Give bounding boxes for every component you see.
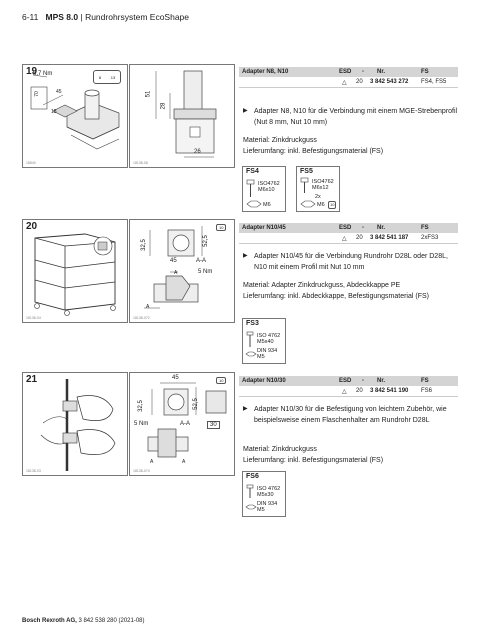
- kit-screw-standard: ISO4762: [312, 179, 334, 185]
- dimension-label: 70: [33, 91, 40, 97]
- item-19-figure-assembly: [22, 64, 128, 168]
- dimension-label: 45: [56, 89, 62, 95]
- header-separator: |: [80, 12, 83, 22]
- item-19-figure-dimensions: [129, 64, 235, 168]
- key-size-2: 13: [110, 74, 116, 80]
- figure-code: 18138-072: [133, 316, 150, 320]
- section-marker: A: [174, 270, 178, 276]
- item-index: 21: [26, 374, 38, 385]
- kit-screw-standard: ISO 4762: [257, 333, 281, 339]
- material-text: Material: Zinkdruckguss: [243, 446, 317, 453]
- delivery-scope-text: Lieferumfang: inkl. Abdeckkappe, Befestigungsmaterial (FS): [243, 293, 429, 300]
- product-description: ▶ Adapter N10/30 für die Befestigung von leichtem Zubehör, wie beispielsweise einem Flaschenhalter am Rundrohr D28L: [243, 406, 447, 424]
- item-20-figure-assembly: [22, 219, 128, 323]
- fastener-kit-fs4: [242, 166, 286, 212]
- nr-label: Nr.: [377, 225, 386, 231]
- warning-icon: △: [342, 80, 347, 86]
- product-order-row: [239, 234, 458, 244]
- kit-key-size: 10: [330, 202, 335, 207]
- bottle-holder-drawing: [23, 373, 127, 475]
- fastener-kit-fs6: [242, 471, 286, 517]
- company-name: Bosch Rexroth AG,: [22, 618, 77, 624]
- esd-label: ESD: [339, 378, 352, 384]
- dimension-label: 52,5: [192, 398, 199, 410]
- nr-label: Nr.: [377, 378, 386, 384]
- warning-icon: △: [342, 236, 347, 242]
- section-marker: A: [146, 304, 150, 310]
- product-name: MPS 8.0: [45, 12, 79, 22]
- package-icon: ▫: [362, 378, 365, 384]
- fs-label: FS: [421, 225, 429, 231]
- wrench-key-badge: [93, 70, 121, 84]
- product-title: Adapter N10/30: [242, 378, 286, 384]
- figure-code: 18138-074: [133, 469, 150, 473]
- kit-screw-size: M6x10: [258, 187, 275, 193]
- kit-screw-standard: ISO4762: [258, 181, 280, 187]
- product-header-bar: [239, 67, 458, 77]
- shelf-cart-drawing: [23, 220, 127, 322]
- product-description: ▶ Adapter N8, N10 für die Verbindung mit einem MGE-Strebenprofil (Nut 8 mm, Nut 10 mm): [243, 108, 458, 126]
- figure-code: 18138-04: [26, 316, 41, 320]
- fastener-kit-fs5: [296, 166, 340, 212]
- wrench-key-badge: 10: [216, 377, 226, 384]
- dimension-label: 30: [207, 421, 220, 429]
- material-text: Material: Adapter Zinkdruckguss, Abdeckkappe PE: [243, 282, 401, 289]
- torque-label: 8,7 Nm: [33, 71, 53, 77]
- kit-nut-size: M5: [257, 507, 265, 513]
- item-21-figure-dimensions: [129, 372, 235, 476]
- order-number: 3 842 541 190: [370, 388, 409, 394]
- fs-label: FS: [421, 378, 429, 384]
- kit-nut-size: M6: [263, 202, 271, 208]
- section-marker: A: [150, 459, 154, 465]
- item-index: 19: [26, 66, 38, 77]
- item-index: 20: [26, 221, 38, 232]
- figure-code: 18138-03: [26, 469, 41, 473]
- adapter-n8-dimension-drawing: [130, 65, 234, 167]
- dimension-label: 32,5: [140, 239, 147, 251]
- fs-reference: FS4, FS5: [421, 79, 447, 85]
- product-order-row: [239, 387, 458, 397]
- torque-label: 5 Nm: [198, 269, 213, 275]
- figure-code: 18138-08: [133, 161, 148, 165]
- kit-label: FS3: [246, 320, 259, 327]
- section-marker: A: [182, 459, 186, 465]
- page-number: 6-11: [22, 12, 39, 22]
- bullet-arrow-icon: ▶: [243, 108, 248, 114]
- document-number: 3 842 538 280 (2021-08): [78, 618, 145, 624]
- product-title: Adapter N8, N10: [242, 69, 289, 75]
- product-description: ▶ Adapter N10/45 für die Verbindung Rundrohr D28L oder D28L, N10 mit einem Profil mit Nut 10 mm: [243, 253, 448, 271]
- order-quantity: 20: [356, 235, 363, 241]
- warning-icon: △: [342, 389, 347, 395]
- esd-label: ESD: [339, 225, 352, 231]
- material-text: Material: Zinkdruckguss: [243, 137, 317, 144]
- bullet-arrow-icon: ▶: [243, 253, 248, 259]
- item-20-figure-dimensions: [129, 219, 235, 323]
- product-title: Adapter N10/45: [242, 225, 286, 231]
- delivery-scope-text: Lieferumfang: inkl. Befestigungsmaterial (FS): [243, 148, 384, 155]
- dimension-label: 26: [194, 149, 201, 155]
- kit-screw-size: M6x12: [312, 185, 329, 191]
- delivery-scope-text: Lieferumfang: inkl. Befestigungsmaterial (FS): [243, 457, 384, 464]
- kit-nut-standard: DIN 934: [257, 348, 278, 354]
- kit-nut-size: M6: [317, 202, 325, 208]
- order-quantity: 20: [356, 79, 363, 85]
- kit-nut-size: M5: [257, 354, 265, 360]
- product-header-bar: [239, 223, 458, 233]
- kit-label: FS4: [246, 168, 259, 175]
- order-number: 3 842 543 272: [370, 79, 409, 85]
- kit-quantity: 2x: [315, 194, 321, 200]
- kit-screw-size: M5x30: [257, 492, 274, 498]
- order-number: 3 842 541 187: [370, 235, 409, 241]
- kit-nut-standard: DIN 934: [257, 501, 278, 507]
- section-label: A-A: [196, 258, 207, 264]
- fs-label: FS: [421, 69, 429, 75]
- fastener-kit-fs3: [242, 318, 286, 364]
- dimension-label: 51: [145, 90, 152, 98]
- nr-label: Nr.: [377, 69, 386, 75]
- fs-reference: 2xFS3: [421, 235, 439, 241]
- figure-code: 18840: [26, 161, 36, 165]
- package-icon: ▫: [362, 225, 365, 231]
- dimension-label: 45: [170, 258, 177, 264]
- section-title: Rundrohrsystem EcoShape: [85, 12, 190, 22]
- kit-label: FS5: [300, 168, 313, 175]
- kit-screw-standard: ISO 4762: [257, 486, 281, 492]
- dimension-label: 18: [51, 109, 57, 115]
- bullet-arrow-icon: ▶: [243, 406, 248, 412]
- product-order-row: [239, 78, 458, 88]
- key-size-1: 8: [98, 74, 102, 80]
- order-quantity: 20: [356, 388, 363, 394]
- page-header: [22, 12, 189, 22]
- esd-label: ESD: [339, 69, 352, 75]
- fs-reference: FS6: [421, 388, 433, 394]
- wrench-key-badge: 10: [216, 224, 226, 231]
- section-label: A-A: [180, 421, 191, 427]
- page-footer: [22, 618, 145, 624]
- item-21-figure-assembly: [22, 372, 128, 476]
- dimension-label: 45: [172, 375, 179, 381]
- torque-label: 5 Nm: [134, 421, 149, 427]
- package-icon: ▫: [362, 69, 365, 75]
- dimension-label: 52,5: [202, 235, 209, 247]
- dimension-label: 32,5: [137, 400, 144, 412]
- dimension-label: 28: [160, 102, 167, 110]
- kit-screw-size: M5x40: [257, 339, 274, 345]
- kit-label: FS6: [246, 473, 259, 480]
- product-header-bar: [239, 376, 458, 386]
